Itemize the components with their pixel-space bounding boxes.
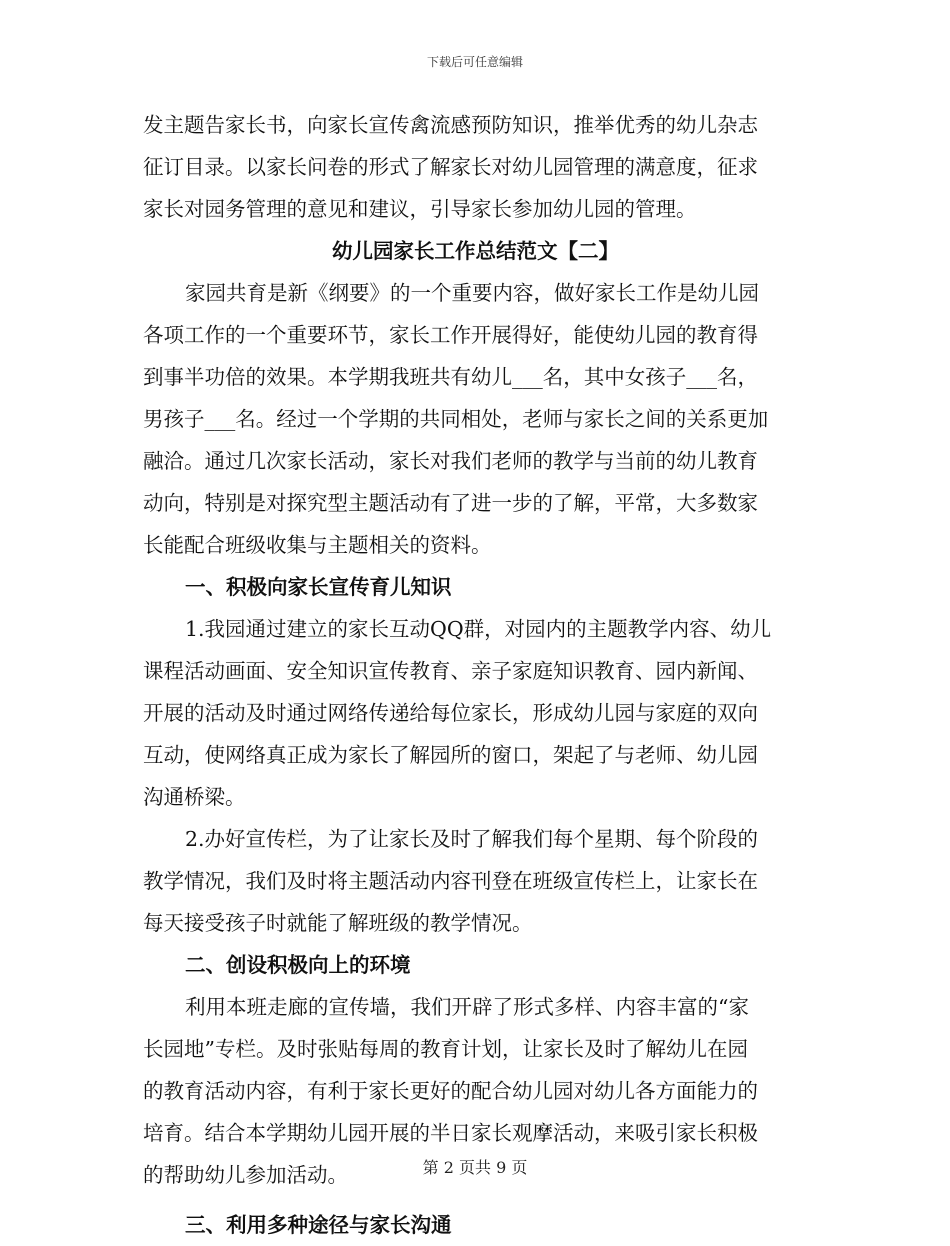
paragraph-line: 融洽。通过几次家长活动，家长对我们老师的教学与当前的幼儿教育: [143, 449, 758, 473]
subheading: 一、积极向家长宣传育儿知识: [185, 575, 452, 599]
paragraph-line: 开展的活动及时通过网络传递给每位家长，形成幼儿园与家庭的双向: [143, 701, 758, 725]
paragraph-line: 的帮助幼儿参加活动。: [143, 1163, 348, 1187]
paragraph-line: 男孩子___名。经过一个学期的共同相处，老师与家长之间的关系更加: [143, 407, 769, 431]
paragraph-line: 动向，特别是对探究型主题活动有了进一步的了解，平常，大多数家: [143, 491, 758, 515]
subheading: 二、创设积极向上的环境: [185, 953, 411, 977]
paragraph-line: 的教育活动内容，有利于家长更好的配合幼儿园对幼儿各方面能力的: [143, 1079, 758, 1103]
paragraph-line: 1.我园通过建立的家长互动QQ群，对园内的主题教学内容、幼儿: [185, 617, 772, 641]
section-title: 幼儿园家长工作总结范文【二】: [332, 239, 619, 263]
paragraph-line: 2.办好宣传栏，为了让家长及时了解我们每个星期、每个阶段的: [185, 827, 759, 851]
page-number: 第 2 页共 9 页: [422, 1158, 528, 1177]
header-note: 下载后可任意编辑: [426, 55, 523, 69]
document-body: [143, 104, 808, 1246]
paragraph-line: 教学情况，我们及时将主题活动内容刊登在班级宣传栏上，让家长在: [143, 869, 758, 893]
paragraph-line: 利用本班走廊的宣传墙，我们开辟了形式多样、内容丰富的“家: [185, 995, 749, 1019]
paragraph-line: 沟通桥梁。: [143, 785, 246, 809]
paragraph-line: 长能配合班级收集与主题相关的资料。: [143, 533, 492, 557]
paragraph-line: 每天接受孩子时就能了解班级的教学情况。: [143, 911, 533, 935]
paragraph-line: 培育。结合本学期幼儿园开展的半日家长观摩活动，来吸引家长积极: [143, 1121, 758, 1145]
subheading: 三、利用多种途径与家长沟通: [185, 1213, 452, 1237]
paragraph-line: 长园地”专栏。及时张贴每周的教育计划，让家长及时了解幼儿在园: [143, 1037, 748, 1061]
paragraph-line: 征订目录。以家长问卷的形式了解家长对幼儿园管理的满意度，征求: [143, 155, 758, 179]
paragraph-line: 家长对园务管理的意见和建议，引导家长参加幼儿园的管理。: [143, 197, 697, 221]
paragraph-line: 课程活动画面、安全知识宣传教育、亲子家庭知识教育、园内新闻、: [143, 659, 758, 683]
paragraph-line: 互动，使网络真正成为家长了解园所的窗口，架起了与老师、幼儿园: [143, 743, 758, 767]
paragraph-line: 家园共育是新《纲要》的一个重要内容，做好家长工作是幼儿园: [185, 281, 759, 305]
paragraph-line: 到事半功倍的效果。本学期我班共有幼儿___名，其中女孩子___名，: [143, 365, 758, 389]
paragraph-line: 各项工作的一个重要环节，家长工作开展得好，能使幼儿园的教育得: [143, 323, 758, 347]
paragraph-line: 发主题告家长书，向家长宣传禽流感预防知识，推举优秀的幼儿杂志: [143, 113, 758, 137]
